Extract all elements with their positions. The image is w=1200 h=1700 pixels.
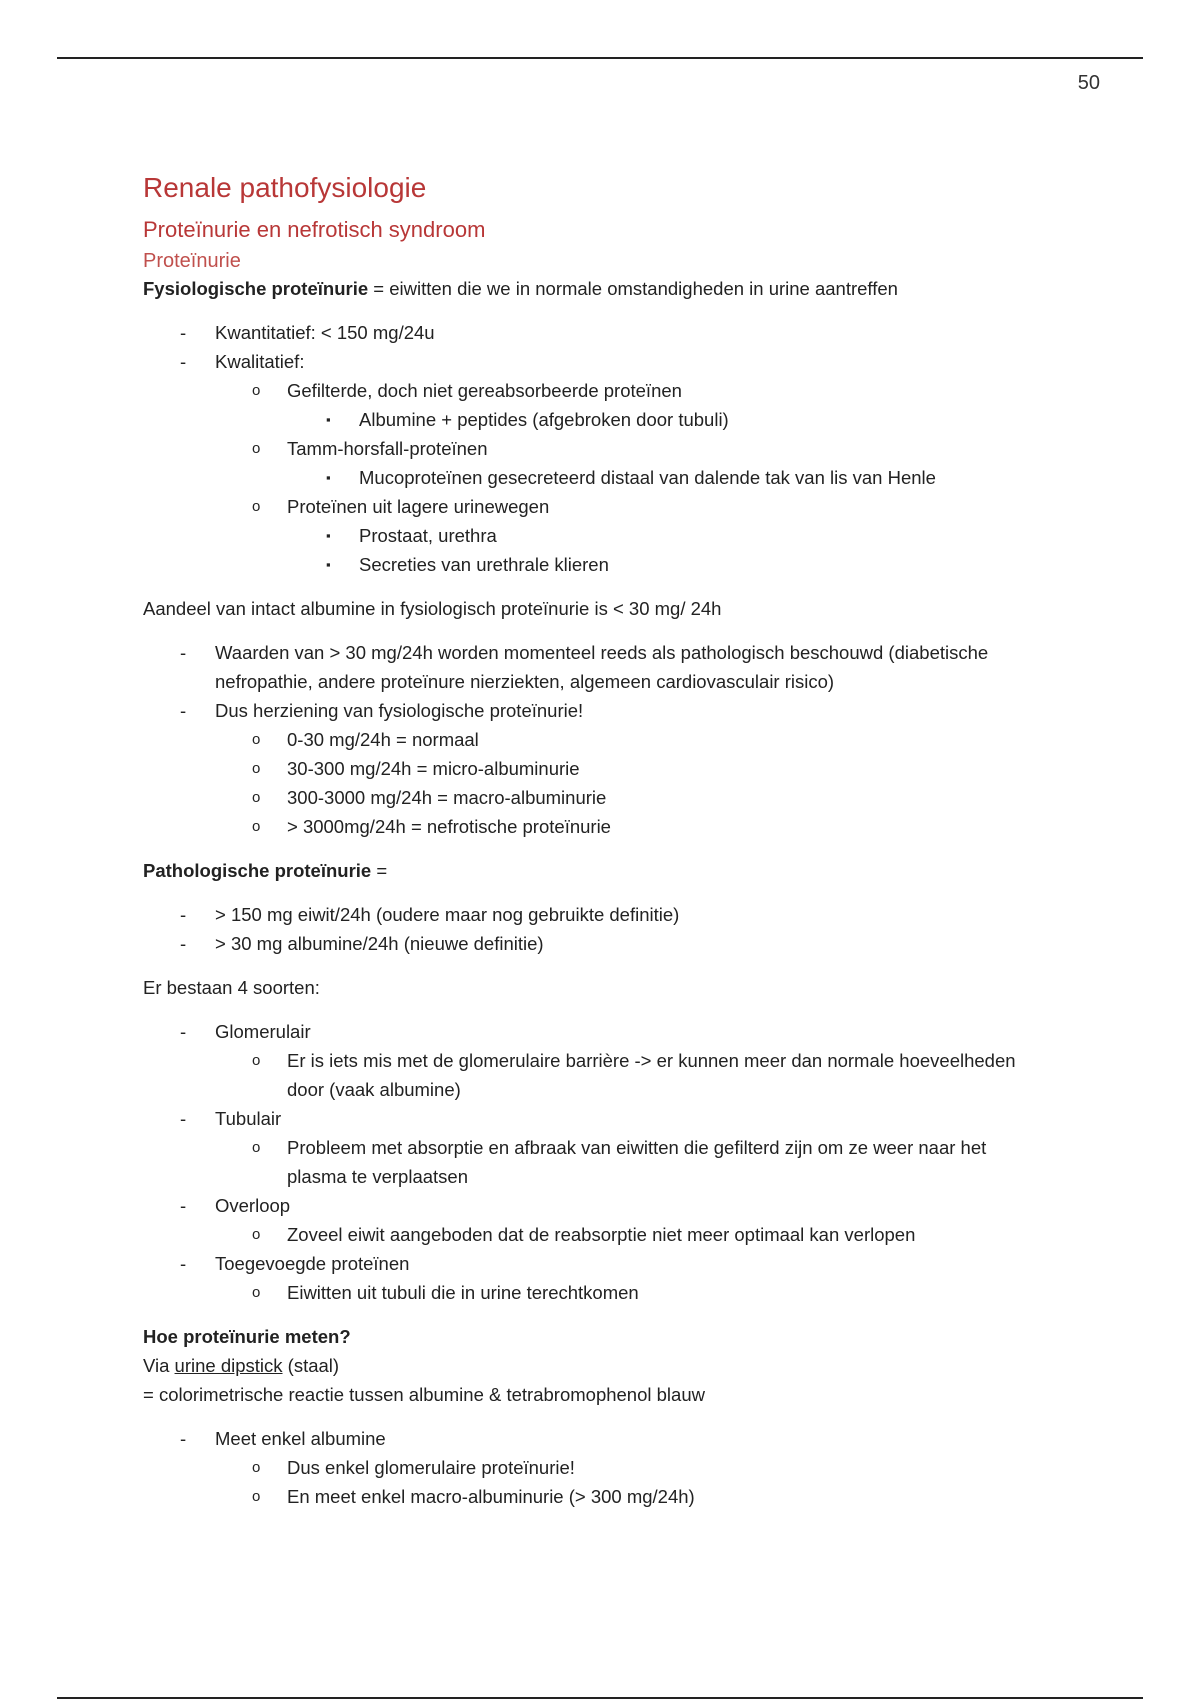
list-item-text: 300-3000 mg/24h = macro-albuminurie [287,787,607,808]
bullet-marker: ▪ [326,470,331,485]
bullet-marker: ▪ [326,528,331,543]
list-item [143,1220,1043,1249]
fysio-list [143,318,1043,579]
list-item-text: Glomerulair [215,1021,311,1042]
list-item [143,492,1043,521]
list-item-text: Zoveel eiwit aangeboden dat de reabsorptie niet meer optimaal kan verlopen [287,1224,916,1245]
meten-list [143,1424,1043,1511]
bullet-marker: o [252,789,261,806]
list-item [143,434,1043,463]
bullet-marker: - [180,1253,187,1274]
list-item-text: Kwalitatief: [215,351,305,372]
list-item [143,1017,1043,1046]
patho-list [143,900,1043,958]
bullet-marker: - [180,642,187,663]
list-item [143,1278,1043,1307]
bullet-marker: o [252,731,261,748]
bullet-marker: - [180,322,187,343]
list-item-text: 0-30 mg/24h = normaal [287,729,479,750]
list-item-text: > 3000mg/24h = nefrotische proteïnurie [287,816,611,837]
list-item [143,638,1043,696]
meten-reaction: = colorimetrische reactie tussen albumine & tetrabromophenol blauw [143,1384,705,1405]
bullet-marker: ▪ [326,557,331,572]
list-item [143,1046,1043,1104]
fysio-definition [143,274,1043,303]
list-item [143,929,1043,958]
patho-suffix: = [371,860,388,881]
list-item-text: Meet enkel albumine [215,1428,386,1449]
list-item-text: Dus herziening van fysiologische proteïnurie! [215,700,584,721]
list-item [143,900,1043,929]
bullet-marker: o [252,1139,261,1156]
list-item [143,783,1043,812]
aandeel-text: Aandeel van intact albumine in fysiologisch proteïnurie is < 30 mg/ 24h [143,598,722,619]
list-item [143,1482,1043,1511]
list-item-text: Tubulair [215,1108,282,1129]
meten-via-suffix: (staal) [282,1355,340,1376]
bullet-marker: o [252,760,261,777]
list-item-text: Er is iets mis met de glomerulaire barrière -> er kunnen meer dan normale hoeveelheden door (vaak albumine) [287,1050,1016,1100]
section-heading: Proteïnurie en nefrotisch syndroom [143,217,486,242]
bullet-marker: ▪ [326,412,331,427]
urine-dipstick-link: urine dipstick [174,1355,283,1376]
bullet-marker: o [252,498,261,515]
meten-via-prefix: Via [143,1355,175,1376]
list-item-text: En meet enkel macro-albuminurie (> 300 mg/24h) [287,1486,695,1507]
list-item-text: Secreties van urethrale klieren [359,554,609,575]
list-item [143,376,1043,405]
bullet-marker: - [180,1108,187,1129]
list-item-text: Toegevoegde proteïnen [215,1253,410,1274]
footer-rule [57,1697,1143,1699]
list-item [143,725,1043,754]
list-item [143,1191,1043,1220]
bullet-marker: o [252,1226,261,1243]
list-item [143,754,1043,783]
list-item [143,1424,1043,1453]
list-item [143,1453,1043,1482]
list-item-text: > 30 mg albumine/24h (nieuwe definitie) [215,933,544,954]
list-item-text: > 150 mg eiwit/24h (oudere maar nog gebruikte definitie) [215,904,680,925]
list-item-text: Eiwitten uit tubuli die in urine terechtkomen [287,1282,639,1303]
bullet-marker: o [252,440,261,457]
meten-via [143,1351,1043,1380]
bullet-marker: - [180,1021,187,1042]
list-item [143,463,1043,492]
bullet-marker: - [180,1195,187,1216]
list-item-text: Overloop [215,1195,291,1216]
list-item [143,521,1043,550]
bullet-marker: o [252,1284,261,1301]
bullet-marker: o [252,1459,261,1476]
list-item [143,696,1043,725]
bullet-marker: o [252,1488,261,1505]
soorten-text: Er bestaan 4 soorten: [143,977,320,998]
list-item-text: Probleem met absorptie en afbraak van eiwitten die gefilterd zijn om ze weer naar het plasma te verplaatsen [287,1137,987,1187]
aandeel-list [143,638,1043,841]
bullet-marker: o [252,818,261,835]
list-item-text: Proteïnen uit lagere urinewegen [287,496,550,517]
list-item-text: Waarden van > 30 mg/24h worden momenteel reeds als pathologisch beschouwd (diabetische nefropathie, andere proteïnure nierziekten, algemeen cardiovasculair risico) [215,642,989,692]
list-item [143,812,1043,841]
bullet-marker: - [180,351,187,372]
list-item [143,405,1043,434]
bullet-marker: - [180,904,187,925]
meten-heading: Hoe proteïnurie meten? [143,1326,351,1347]
list-item [143,550,1043,579]
bullet-marker: - [180,933,187,954]
list-item [143,1133,1043,1191]
page-number: 50 [1077,72,1100,94]
document-body [143,170,1043,1511]
list-item-text: 30-300 mg/24h = micro-albuminurie [287,758,580,779]
list-item-text: Tamm-horsfall-proteïnen [287,438,488,459]
list-item [143,318,1043,347]
list-item-text: Prostaat, urethra [359,525,497,546]
list-item-text: Mucoproteïnen gesecreteerd distaal van dalende tak van lis van Henle [359,467,936,488]
bullet-marker: o [252,1052,261,1069]
list-item-text: Gefilterde, doch niet gereabsorbeerde proteïnen [287,380,682,401]
subsection-heading: Proteïnurie [143,250,241,272]
list-item-text: Albumine + peptides (afgebroken door tubuli) [359,409,729,430]
fysio-term: Fysiologische proteïnurie [143,278,369,299]
header-rule [57,57,1143,59]
list-item [143,1249,1043,1278]
bullet-marker: - [180,1428,187,1449]
list-item [143,347,1043,376]
page-title: Renale pathofysiologie [143,172,427,203]
fysio-definition-text: = eiwitten die we in normale omstandigheden in urine aantreffen [368,278,898,299]
bullet-marker: o [252,382,261,399]
patho-term: Pathologische proteïnurie [143,860,372,881]
list-item [143,1104,1043,1133]
list-item-text: Kwantitatief: < 150 mg/24u [215,322,435,343]
bullet-marker: - [180,700,187,721]
list-item-text: Dus enkel glomerulaire proteïnurie! [287,1457,575,1478]
soorten-list [143,1017,1043,1307]
patho-definition [143,856,1043,885]
